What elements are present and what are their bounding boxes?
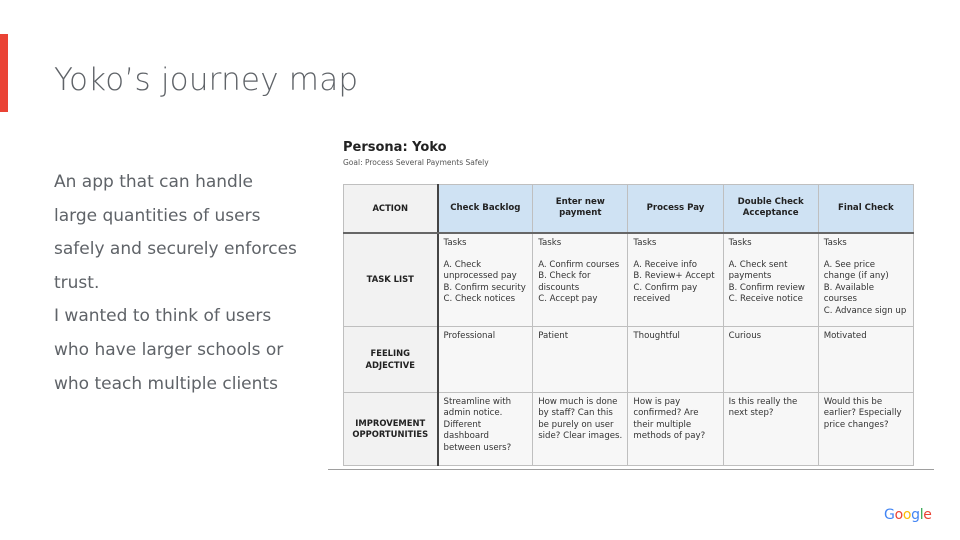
task-cell-double-check-acceptance (723, 233, 818, 327)
image-baseline-divider (328, 469, 934, 470)
body-line: safely and securely enforces (54, 239, 297, 260)
improvement-cell: Streamline with admin notice. Different dashboard between users? (438, 393, 533, 466)
table-header-row (344, 185, 914, 233)
body-line: who teach multiple clients (54, 373, 278, 394)
title-accent-bar (0, 34, 8, 112)
task-item: A. Check unprocessed pay (443, 259, 517, 282)
task-item: B. Available courses (823, 282, 875, 305)
task-cell-final-check (818, 233, 913, 327)
corner-header-action: ACTION (344, 185, 438, 233)
persona-header (343, 140, 489, 167)
task-item: C. Accept pay (538, 294, 598, 305)
task-item: A. Check sent payments (728, 259, 788, 282)
slide-body-text (54, 166, 314, 401)
logo-letter: g (911, 507, 920, 523)
row-header-task-list: TASK LIST (344, 233, 438, 327)
feeling-cell: Curious (723, 327, 818, 393)
body-line: trust. (54, 272, 100, 293)
persona-goal: Goal: Process Several Payments Safely (343, 158, 489, 167)
table-row-improvement-opportunities (344, 393, 914, 466)
slide-title: Yoko’s journey map (54, 62, 359, 98)
table-row-task-list (344, 233, 914, 327)
task-heading: Tasks (633, 237, 657, 248)
column-header-process-pay: Process Pay (628, 185, 723, 233)
row-header-improvement-opportunities: IMPROVEMENT OPPORTUNITIES (344, 393, 438, 466)
task-heading: Tasks (823, 237, 847, 248)
task-item: B. Confirm security (443, 282, 526, 293)
column-header-enter-new-payment: Enter new payment (533, 185, 628, 233)
task-heading: Tasks (728, 237, 752, 248)
task-cell-enter-new-payment (533, 233, 628, 327)
journey-map-table (343, 184, 914, 466)
column-header-check-backlog: Check Backlog (438, 185, 533, 233)
improvement-cell: How much is done by staff? Can this be purely on user side? Clear images. (533, 393, 628, 466)
feeling-cell: Professional (438, 327, 533, 393)
task-item: C. Confirm pay received (633, 282, 698, 305)
task-item: A. Receive info (633, 259, 698, 270)
task-item: A. Confirm courses (538, 259, 620, 270)
column-header-double-check-acceptance: Double Check Acceptance (723, 185, 818, 233)
logo-letter: o (894, 507, 903, 523)
body-line: large quantities of users (54, 205, 261, 226)
task-item: B. Confirm review (728, 282, 805, 293)
row-header-feeling-adjective: FEELING ADJECTIVE (344, 327, 438, 393)
feeling-cell: Thoughtful (628, 327, 723, 393)
google-logo (884, 507, 932, 523)
task-cell-check-backlog (438, 233, 533, 327)
improvement-cell: How is pay confirmed? Are their multiple methods of pay? (628, 393, 723, 466)
improvement-cell: Would this be earlier? Especially price changes? (818, 393, 913, 466)
column-header-final-check: Final Check (818, 185, 913, 233)
feeling-cell: Motivated (818, 327, 913, 393)
task-heading: Tasks (538, 237, 562, 248)
body-line: who have larger schools or (54, 339, 284, 360)
logo-letter: G (884, 507, 895, 523)
body-line: An app that can handle (54, 172, 254, 192)
task-cell-process-pay (628, 233, 723, 327)
task-heading: Tasks (443, 237, 467, 248)
task-item: C. Check notices (443, 294, 516, 305)
task-item: C. Advance sign up (823, 305, 907, 316)
logo-letter: o (902, 507, 912, 523)
feeling-cell: Patient (533, 327, 628, 393)
body-line: I wanted to think of users (54, 306, 272, 327)
table-row-feeling-adjective (344, 327, 914, 393)
task-item: A. See price change (if any) (823, 259, 889, 282)
logo-letter: l (919, 507, 924, 523)
improvement-cell: Is this really the next step? (723, 393, 818, 466)
task-item: C. Receive notice (728, 294, 803, 305)
persona-title: Persona: Yoko (343, 140, 447, 155)
task-item: B. Review+ Accept (633, 271, 715, 282)
task-item: B. Check for discounts (538, 271, 591, 293)
logo-letter: e (923, 507, 932, 523)
